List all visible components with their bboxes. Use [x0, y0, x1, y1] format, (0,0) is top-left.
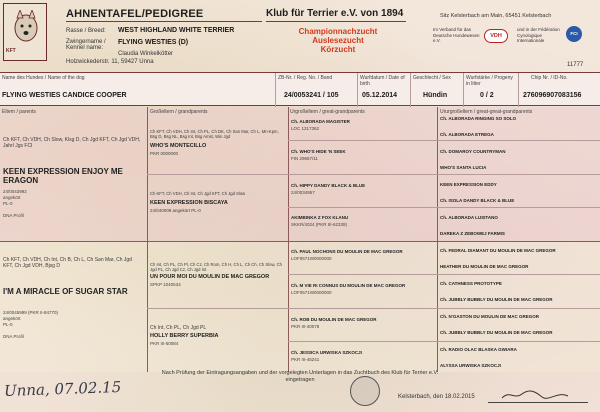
club-name: Klub für Terrier e.V. von 1894: [266, 8, 404, 19]
ggp-6-reg: LOF0571W0000000: [291, 290, 332, 295]
ggp-7-name: Ch. ROB DU MOULIN DE MAC GREGOR: [291, 317, 377, 322]
divider-ggp-1: [288, 140, 600, 141]
litter-value: 0 / 2: [480, 92, 494, 99]
ggp-4-reg: SKKR/4024 (PKR III-62339): [291, 222, 348, 227]
dog-name: FLYING WESTIES CANDICE COOPER: [2, 92, 127, 99]
dog-name-label: Name des Hundes / Name of the dog: [2, 75, 85, 81]
chip-value: 276096907083156: [523, 92, 582, 99]
reg-number: 24/0053241 / 105: [284, 92, 339, 99]
ggp-4-name: AKIMBINKA Z FOX KLANU: [291, 215, 349, 220]
sex-value: Hündin: [423, 92, 448, 99]
breeding-status: [268, 27, 408, 54]
ggp-1-name: Ch. ALBORADA MAGISTER: [291, 119, 350, 124]
ggg-12-name: Ch. JUBBLY BUBBLY DU MOULIN DE MAC GREGOR: [440, 297, 553, 302]
dam-reg: 24/0045999 (PKR II-84770): [3, 310, 59, 315]
gp-4-name: HOLLY BERRY SUPERBIA: [150, 333, 219, 339]
reg-number-cell: [275, 73, 357, 107]
gp-1-reg: PKR 0000000: [150, 151, 179, 156]
dob-cell: [357, 73, 410, 107]
breeding-status-1: Championnachzucht: [298, 27, 378, 36]
ggg-7-name: Ch. ALBORADA LUSITANO: [440, 215, 498, 220]
breeding-status-2: Auslesezucht: [312, 36, 364, 45]
ggg-15-name: Ch. RADIO OLAC BLASKA GWIARA: [440, 347, 517, 352]
gp-3-titles: Ch Int, Ch PL, Ch Pl, Ch Cz, Ch Rom, Ch H, Ch L, Ch Ch, Ch Slow, Ch Jgd PL, Ch Jgd Cz, Ch Jgd Int: [150, 262, 282, 272]
sex-label: Geschlecht / Sex: [413, 75, 451, 81]
sire-pl: PL-0: [3, 201, 13, 206]
gp-2-reg: 24/040009 angekört PL-0: [150, 208, 201, 213]
ggg-6-name: Ch. ISOLA DANDY BLACK & BLUE: [440, 198, 515, 203]
ggg-2-name: Ch. ALBORADA ETREGA: [440, 132, 494, 137]
gp-2-name: KEEN EXPRESSION BISCAYA: [150, 200, 228, 206]
vdh-membership: Im Verband für das Deutsche Hundewesen e.V.: [433, 27, 480, 43]
sire-note: angekört: [3, 195, 21, 200]
divider-ggp-3: [288, 274, 600, 275]
title-underline: [66, 21, 262, 22]
owner-name: Claudia Winkelkötter: [118, 51, 174, 57]
litter-cell: [463, 73, 518, 107]
registration-note: Nach Prüfung der Eintragungsangaben und der vorgelegten Unterlagen in das Zuchtbuch des Klub für Terrier e.V. eingetragen: [161, 370, 439, 383]
club-underline: [266, 21, 406, 22]
gp-3-reg: SPKP 1040534: [150, 282, 181, 287]
ggg-9-name: Ch. FEDRAL DIAMANT DU MOULIN DE MAC GREGOR: [440, 248, 556, 253]
breeding-status-3: Körzucht: [320, 45, 356, 54]
ggg-5-name: KEEN EXPRESSION EDDY: [440, 182, 497, 187]
handwritten-signature: Unna, 07.02.15: [3, 377, 122, 401]
chip-label: Chip Nr. / ID-No.: [531, 75, 568, 81]
ggp-3-reg: 24/0034957: [291, 190, 315, 195]
club-seat: Sitz Kelsterbach am Main, 65451 Kelsterbach: [440, 13, 552, 19]
gp-1-name: WHO'S MONTECILLO: [150, 143, 207, 149]
ggp-5-reg: LOF0571W0000000: [291, 256, 332, 261]
chip-cell: [518, 73, 600, 107]
pedigree-grid: [0, 107, 600, 372]
ggp-2-reg: FIN 29667/11: [291, 156, 318, 161]
dam-dna: DNA Profil: [3, 334, 24, 339]
dob-label: Wurfdatum / Date of birth: [360, 75, 405, 87]
divider-gp-2: [147, 308, 600, 309]
logo-text: KFT: [6, 48, 16, 54]
ggg-4-name: WHO'S SANTA LUCIA: [440, 165, 487, 170]
ggp-3-name: Ch. HIPPY DANDY BLACK & BLUE: [291, 183, 366, 188]
dam-titles: Ch KFT, Ch VDH, Ch Int, Ch B, Ch L, Ch San Mar, Ch Jgd KFT, Ch Jgd VDH, Bjsg D: [3, 257, 132, 269]
col-divider-1: [147, 107, 148, 372]
fci-badge: FCI: [566, 26, 582, 42]
gp-1-titles: Ch KFT, Ch VDH, Ch Int, Ch PL, Ch DK, Ch San Mar, Ch L, Mn-Kpm, Bsg D, Bsg NL, Bsg Int, Bsg Amst, Win Jgd: [150, 129, 279, 139]
ggp-8-reg: PKR III-45241: [291, 357, 320, 362]
kennel-value: [118, 39, 188, 46]
col-divider-2: [288, 107, 289, 372]
col-ggg: Ururgroßeltern / great-great-grandparents: [440, 109, 533, 115]
ggp-5-name: Ch. PAUL NOCHONS DU MOULIN DE MAC GREGOR: [291, 249, 403, 254]
fci-membership: und in der Fédération Cynologique Internationale: [517, 27, 560, 43]
gp-3-name: UN POUR MOI DU MOULIN DE MAC GREGOR: [150, 274, 270, 280]
sire-reg: 24/0043992: [3, 189, 27, 194]
document-number: 11777: [567, 62, 584, 68]
ggp-7-reg: PKR III-40078: [291, 324, 320, 329]
sex-cell: [410, 73, 463, 107]
dog-name-cell: [0, 73, 275, 107]
ggg-1-name: Ch. ALBORADA RINGING SO SOLO: [440, 116, 517, 121]
ggp-8-name: Ch. JESSICA URWISKA SZKOCJI: [291, 350, 362, 355]
breed-text: WEST HIGHLAND WHITE TERRIER: [118, 27, 235, 34]
ggg-10-name: HEATHER DU MOULIN DE MAC GREGOR: [440, 264, 529, 269]
litter-label: Wurfstärke / Progeny in litter: [466, 75, 513, 87]
club-logo: [3, 3, 47, 61]
ggp-2-name: Ch. WHO'S HIDE 'N SEEK: [291, 149, 346, 154]
signature-line: [488, 402, 588, 403]
ggg-16-name: ALYSSA URWISKA SZKOCJI: [440, 363, 501, 368]
ggg-14-name: Ch. JUBBLY BUBBLY DU MOULIN DE MAC GREGOR: [440, 330, 553, 335]
club-seal-icon: [350, 376, 380, 406]
issue-place-date: Kelsterbach, den 18.02.2015: [398, 394, 475, 400]
breed-label: Rasse / Breed:: [66, 28, 106, 34]
kennel-text: FLYING WESTIES (D): [118, 39, 189, 46]
sire-dam-divider: [0, 241, 600, 242]
divider-gp-1: [147, 174, 600, 175]
gp-4-reg: PKR III-50084: [150, 341, 179, 346]
kennel-label: Zwingername / Kennel name:: [66, 39, 106, 51]
dob-value: 05.12.2014: [362, 92, 398, 99]
ggp-1-reg: LOC 1317362: [291, 126, 320, 131]
dam-name: I'M A MIRACLE OF SUGAR STAR: [3, 287, 128, 296]
ggg-13-name: Ch. N'GASTON DU MOULIN DE MAC GREGOR: [440, 314, 539, 319]
dam-note: angekört: [3, 316, 21, 321]
sire-titles: Ch KFT, Ch VDH, Ch Slow, Klsg D, Ch Jgd KFT, Ch Jgd VDH, Jahrl Jgs FCI: [3, 137, 141, 149]
reg-number-label: ZB-Nr. / Reg. No. / Band: [278, 75, 333, 81]
dog-info-strip: [0, 72, 600, 106]
vdh-badge: VDH: [484, 29, 508, 43]
col-grandparents: Großeltern / grandparents: [150, 109, 208, 115]
ggp-6-name: Ch. M VIE RI CONNUS DU MOULIN DE MAC GREGOR: [291, 283, 406, 288]
owner-address: Holzwickederstr. 11, 59427 Unna: [66, 59, 154, 65]
sire-name: KEEN EXPRESSION ENJOY ME ERAGON: [3, 167, 123, 185]
breed-value: [118, 27, 234, 34]
gp-4-titles: Ch Int, Ch PL, Ch Jgd PL: [150, 325, 207, 331]
ggg-3-name: Ch. DOMAROY COUNTRYMAN: [440, 149, 506, 154]
document-title: AHNENTAFEL/PEDIGREE: [66, 8, 204, 20]
col-divider-3: [437, 107, 438, 372]
ggg-11-name: Ch. CATHNESS PROTOTYPE: [440, 281, 502, 286]
terrier-head-icon: [12, 10, 40, 44]
ggg-8-name: DAREKA Z ZEBOWEJ FARMIS: [440, 231, 505, 236]
dam-pl: PL-0: [3, 322, 13, 327]
gp-2-titles: Ch KFT, Ch VDH, Ch Int, Ch Jgd KFT, Ch Jgd Slow: [150, 191, 246, 196]
col-great-grandparents: Urgroßeltern / great-grandparents: [290, 109, 365, 115]
divider-ggp-2: [288, 207, 600, 208]
divider-ggp-4: [288, 341, 600, 342]
sire-dna: DNA Profil: [3, 213, 24, 218]
col-parents: Eltern / parents: [2, 109, 36, 115]
